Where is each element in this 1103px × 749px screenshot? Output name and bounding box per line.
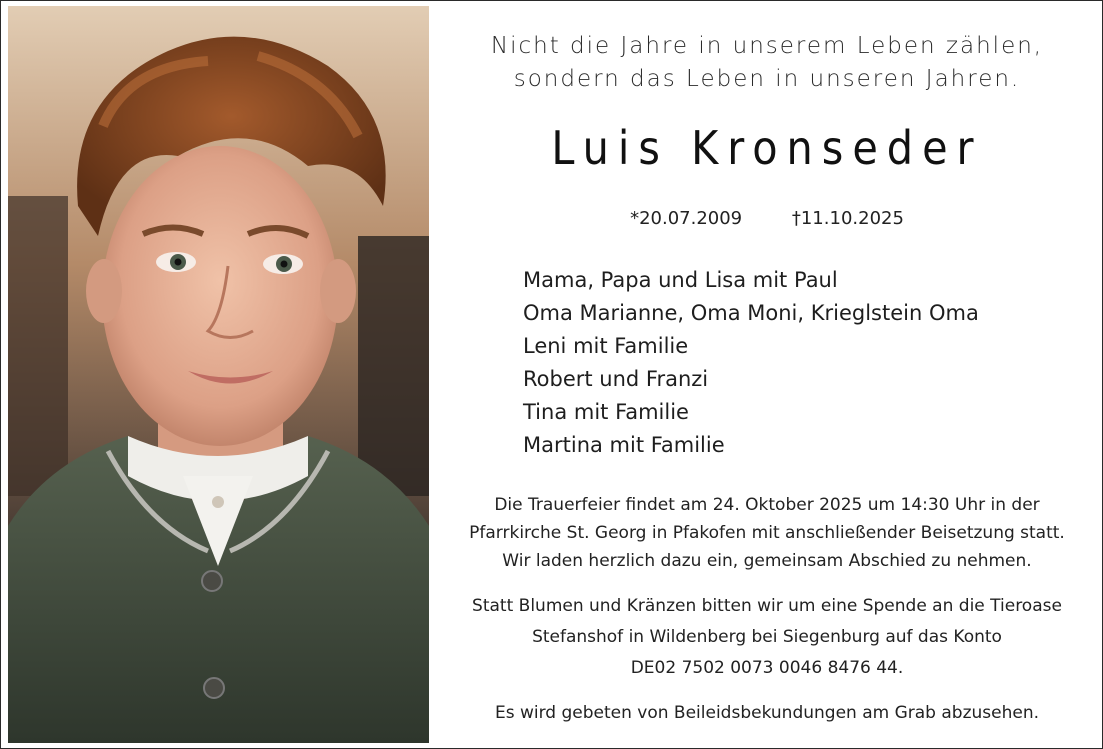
service-line-3: Wir laden herzlich dazu ein, gemeinsam Abschied zu nehmen. (502, 551, 1032, 571)
donation-line-2: Stefanshof in Wildenberg bei Siegenburg auf das Konto (532, 627, 1002, 647)
donation-iban: DE02 7502 0073 0046 8476 44. (630, 658, 904, 678)
mourner-line: Tina mit Familie (523, 400, 689, 424)
mourner-line: Robert und Franzi (523, 367, 709, 391)
quote-line-2: sondern das Leben in unseren Jahren. (513, 66, 1021, 92)
quote-line-1: Nicht die Jahre in unserem Leben zählen, (490, 33, 1044, 59)
memorial-quote (437, 30, 1097, 96)
service-line-2: Pfarrkirche St. Georg in Pfakofen mit anschließender Beisetzung statt. (469, 523, 1065, 543)
donation-line-1: Statt Blumen und Kränzen bitten wir um eine Spende an die Tieroase (472, 596, 1062, 616)
obituary-text (437, 1, 1097, 748)
birth-date: *20.07.2009 (630, 208, 743, 229)
condolence-note: Es wird gebeten von Beileidsbekundungen am Grab abzusehen. (494, 703, 1040, 723)
mourners-list (523, 264, 979, 462)
service-line-1: Die Trauerfeier findet am 24. Oktober 2025 um 14:30 Uhr in der (494, 495, 1040, 515)
mourner-line: Martina mit Familie (523, 433, 725, 457)
death-date: †11.10.2025 (791, 208, 904, 229)
portrait-illustration (8, 6, 429, 743)
donation-info (437, 591, 1097, 684)
mourner-line: Leni mit Familie (523, 334, 689, 358)
service-info (437, 491, 1097, 575)
mourner-line: Mama, Papa und Lisa mit Paul (523, 268, 838, 292)
deceased-name: Luis Kronseder (551, 121, 983, 175)
life-dates (437, 208, 1097, 229)
mourner-line: Oma Marianne, Oma Moni, Krieglstein Oma (523, 301, 979, 325)
portrait-photo (8, 6, 429, 743)
